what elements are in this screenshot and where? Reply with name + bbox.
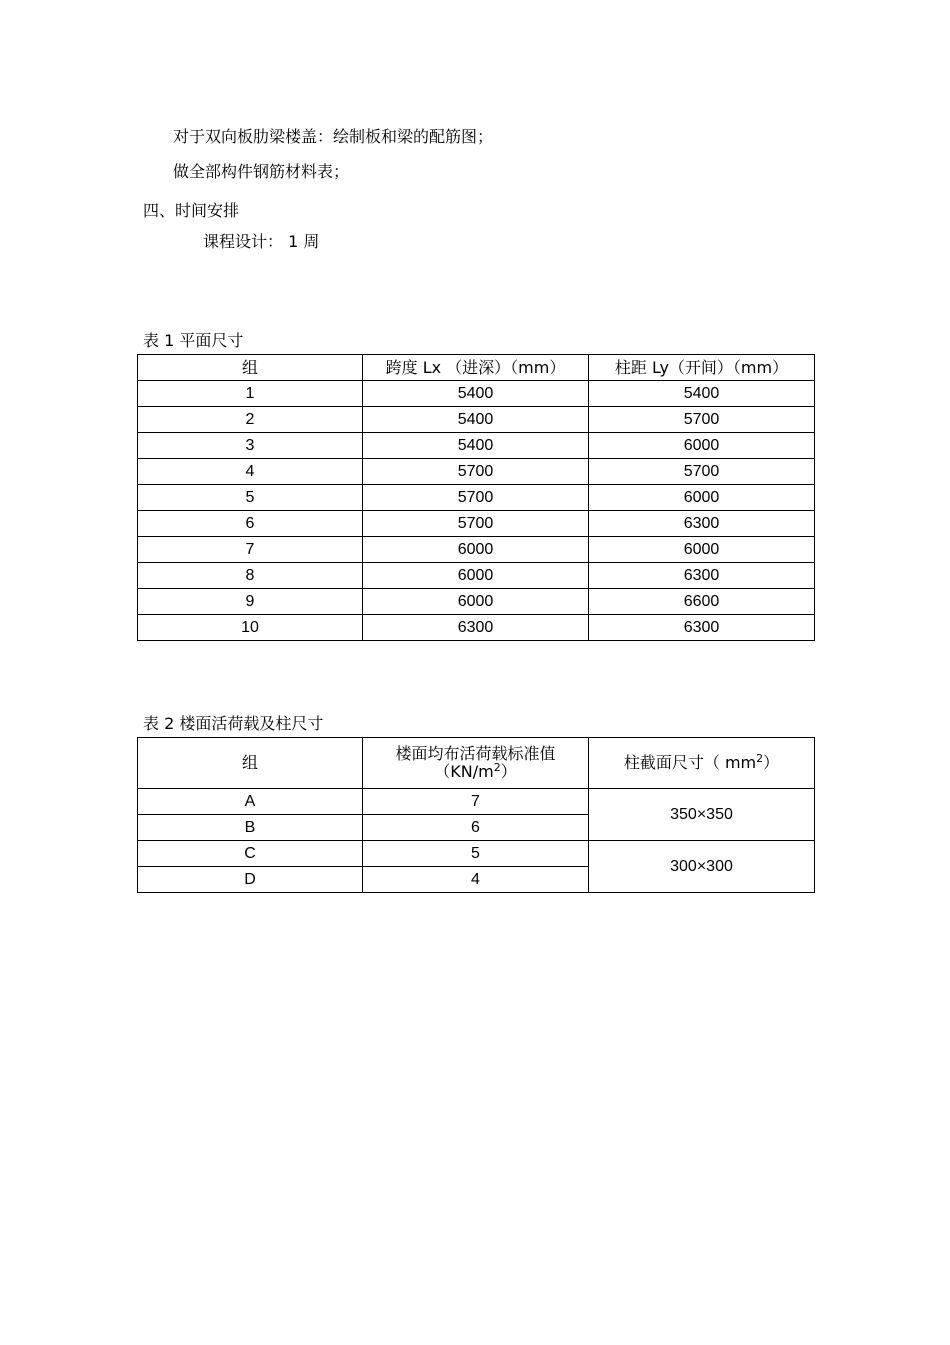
- header-live-load-line2: [363, 763, 588, 781]
- cell-lx: 5400: [363, 433, 589, 459]
- table-row: [138, 459, 815, 485]
- cell-live-load: 6: [363, 815, 589, 841]
- section-heading-schedule: 四、时间安排: [143, 201, 240, 220]
- cell-ly: 6600: [589, 589, 815, 615]
- cell-lx: 5700: [363, 511, 589, 537]
- table-row: [138, 433, 815, 459]
- cell-group: 9: [138, 589, 363, 615]
- cell-group: B: [138, 815, 363, 841]
- header-live-load-unit: （KN/m: [434, 762, 494, 781]
- table-row: [138, 407, 815, 433]
- table-row: [138, 789, 815, 815]
- drawing-requirement-text: 对于双向板肋梁楼盖：绘制板和梁的配筋图；: [173, 127, 494, 146]
- cell-lx: 6000: [363, 537, 589, 563]
- cell-ly: 5700: [589, 407, 815, 433]
- cell-group: D: [138, 867, 363, 893]
- header-live-load-line1: 楼面均布活荷载标准值: [395, 744, 556, 763]
- cell-ly: 5700: [589, 459, 815, 485]
- cell-ly: 6300: [589, 511, 815, 537]
- table-row: [138, 589, 815, 615]
- header-group: 组: [138, 738, 363, 789]
- cell-lx: 6000: [363, 589, 589, 615]
- header-live-load: [363, 738, 589, 789]
- cell-group: 3: [138, 433, 363, 459]
- cell-lx: 5700: [363, 485, 589, 511]
- cell-column-size: 300×300: [589, 841, 815, 893]
- cell-lx: 5400: [363, 381, 589, 407]
- cell-ly: 5400: [589, 381, 815, 407]
- header-live-load-close: ）: [500, 762, 517, 781]
- table-row: [138, 841, 815, 867]
- table-row: [138, 511, 815, 537]
- course-duration-text: 课程设计： 1 周: [203, 232, 320, 251]
- cell-ly: 6300: [589, 563, 815, 589]
- cell-live-load: 7: [363, 789, 589, 815]
- table-row: [138, 485, 815, 511]
- cell-group: 4: [138, 459, 363, 485]
- material-table-requirement-text: 做全部构件钢筋材料表；: [173, 162, 350, 181]
- cell-ly: 6300: [589, 615, 815, 641]
- cell-lx: 6300: [363, 615, 589, 641]
- header-spacing-ly: 柱距 Ly（开间）（mm）: [589, 355, 815, 381]
- table-row: [138, 563, 815, 589]
- header-span-lx: 跨度 Lx （进深）（mm）: [363, 355, 589, 381]
- table1-caption: 表 1 平面尺寸: [143, 331, 244, 350]
- cell-group: 1: [138, 381, 363, 407]
- cell-live-load: 5: [363, 841, 589, 867]
- header-column-size-close: ）: [763, 753, 780, 772]
- header-column-size-exponent: 2: [756, 752, 764, 765]
- cell-group: 6: [138, 511, 363, 537]
- header-group: 组: [138, 355, 363, 381]
- cell-group: 5: [138, 485, 363, 511]
- cell-lx: 6000: [363, 563, 589, 589]
- table-header-row: [138, 738, 815, 789]
- cell-group: 8: [138, 563, 363, 589]
- header-column-size-label: 柱截面尺寸（ mm: [623, 753, 757, 772]
- cell-group: 7: [138, 537, 363, 563]
- plan-dimensions-table: [137, 354, 815, 641]
- cell-group: A: [138, 789, 363, 815]
- table-row: [138, 537, 815, 563]
- table-row: [138, 615, 815, 641]
- table-row: [138, 381, 815, 407]
- cell-group: 10: [138, 615, 363, 641]
- header-column-size: [589, 738, 815, 789]
- live-load-column-size-table: [137, 737, 815, 893]
- cell-column-size: 350×350: [589, 789, 815, 841]
- header-live-load-unit-exponent: 2: [493, 761, 501, 774]
- cell-ly: 6000: [589, 433, 815, 459]
- cell-ly: 6000: [589, 537, 815, 563]
- cell-group: C: [138, 841, 363, 867]
- cell-group: 2: [138, 407, 363, 433]
- cell-lx: 5400: [363, 407, 589, 433]
- table2-caption: 表 2 楼面活荷载及柱尺寸: [143, 714, 324, 733]
- table-header-row: [138, 355, 815, 381]
- cell-ly: 6000: [589, 485, 815, 511]
- cell-lx: 5700: [363, 459, 589, 485]
- cell-live-load: 4: [363, 867, 589, 893]
